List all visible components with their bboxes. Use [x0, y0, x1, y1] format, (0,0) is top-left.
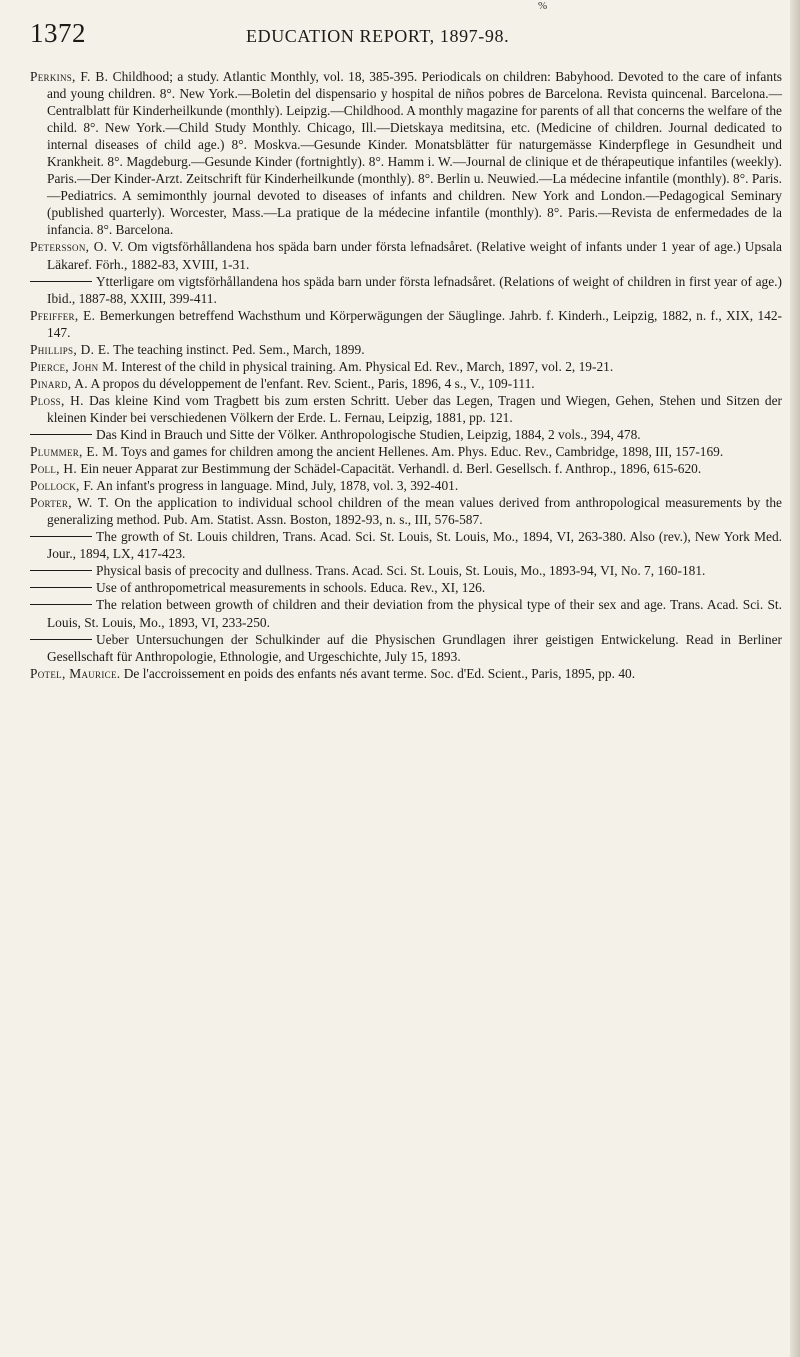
entry-author: Pinard, A.	[30, 375, 88, 391]
bibliography-entry	[30, 494, 782, 528]
entry-text: Ein neuer Apparat zur Bestimmung der Schädel-Capacität. Verhandl. d. Berl. Gesellsch. f. Anthrop., 1896, 615-620.	[77, 461, 702, 477]
bibliography-entry	[30, 477, 782, 494]
entry-text: Physical basis of precocity and dullness. Trans. Acad. Sci. St. Louis, St. Louis, Mo., 1893-94, VI, No. 7, 160-181.	[96, 563, 706, 579]
entry-text: The growth of St. Louis children, Trans. Acad. Sci. St. Louis, St. Louis, Mo., 1894, VI, 263-380. Also (rev.), New York Med. Jour., 1894, LX, 417-423.	[47, 529, 782, 562]
repeat-author-dash	[30, 281, 92, 282]
entry-text: De l'accroissement en poids des enfants nés avant terme. Soc. d'Ed. Scient., Paris, 1895, pp. 40.	[120, 665, 636, 681]
bibliography-entry	[30, 460, 782, 477]
entry-text: Das Kind in Brauch und Sitte der Völker. Anthropologische Studien, Leipzig, 1884, 2 vols., 394, 478.	[96, 426, 641, 442]
bibliography-entry	[30, 528, 782, 562]
repeat-author-dash	[30, 536, 92, 537]
bibliography-entry	[30, 273, 782, 307]
entry-text: Bemerkungen betreffend Wachsthum und Körperwägungen der Säuglinge. Jahrb. f. Kinderh., Leipzig, 1882, n. f., XIX, 142-147.	[47, 307, 783, 340]
bibliography-entry	[30, 443, 782, 460]
entry-text: On the application to individual school children of the mean values derived from anthropological measurements by the generalizing method. Pub. Am. Statist. Assn. Boston, 1892-93, n. s., III, 576-587.	[47, 495, 783, 528]
entry-author: Perkins, F. B.	[30, 69, 109, 84]
entry-author: Petersson, O. V.	[30, 239, 124, 255]
bibliography-entry	[30, 358, 782, 375]
entry-author: Pfeiffer, E.	[30, 307, 96, 323]
entry-author: Pierce, John M.	[30, 358, 118, 374]
bibliography-entry	[30, 579, 782, 596]
bibliography-entry	[30, 562, 782, 579]
entry-text: Use of anthropometrical measurements in schools. Educa. Rev., XI, 126.	[96, 580, 486, 596]
entry-author: Porter, W. T.	[30, 495, 110, 511]
bibliography-entry	[30, 307, 782, 341]
entry-author: Potel, Maurice.	[30, 665, 121, 681]
bibliography-entry	[30, 392, 782, 426]
page-edge	[790, 0, 800, 1357]
entry-text: Interest of the child in physical training. Am. Physical Ed. Rev., March, 1897, vol. 2, 19-21.	[117, 358, 614, 374]
bibliography-entry	[30, 341, 782, 358]
running-head: EDUCATION REPORT, 1897-98.	[246, 26, 510, 46]
bibliography-entry	[30, 238, 782, 272]
page-header	[0, 18, 800, 58]
repeat-author-dash	[30, 587, 92, 588]
bibliography-entry	[30, 375, 782, 392]
entry-text: An infant's progress in language. Mind, July, 1878, vol. 3, 392-401.	[93, 478, 459, 494]
bibliography-list	[30, 68, 782, 682]
entry-text: Ueber Untersuchungen der Schulkinder auf die Physischen Grundlagen ihrer geistigen Entwickelung. Read in Berliner Gesellschaft für Anthropologie, Ethnologie, and Urgeschichte, July 15, 1893.	[47, 631, 782, 664]
bibliography-entry	[30, 631, 782, 665]
bibliography-entry	[30, 426, 782, 443]
entry-text: Das kleine Kind vom Tragbett bis zum ersten Schritt. Ueber das Legen, Tragen und Wiegen, Gehen, Stehen und Sitzen der kleinen Kinder bei verschiedenen Völkern der Erde. L. Fernau, Leipzig, 1881, pp. 121.	[47, 392, 782, 425]
bibliography-entry	[30, 68, 782, 238]
entry-author: Phillips, D. E.	[30, 341, 111, 357]
repeat-author-dash	[30, 434, 92, 435]
entry-text: Om vigtsförhållandena hos späda barn under första lefnadsåret. (Relative weight of infants under 1 year of age.) Upsala Läkaref. Förh., 1882-83, XVIII, 1-31.	[47, 239, 782, 272]
entry-text: The teaching instinct. Ped. Sem., March, 1899.	[110, 341, 365, 357]
entry-author: Plummer, E. M.	[30, 444, 118, 460]
entry-text: Childhood; a study. Atlantic Monthly, vol. 18, 385-395. Periodicals on children: Babyhood. Devoted to the care of infants and young children. 8°. New York.—Boletin del dispensario y hospital de niños pobres de Barcelona. Revista quincenal. Barcelona.—Centralblatt für Kinderheilkunde (monthly). Leipzig.—Childhood. A monthly magazine for parents of all that concerns the welfare of the child. 8°. New York.—Child Study Monthly. Chicago, Ill.—Dietskaya meditsina, etc. (Medicine of children. Journal dedicated to internal diseases of child age.) 8°. Moskva.—Gesunde Kinder. Monatsblätter für naturgemässe Kinderpflege in Gesundheit und Krankheit. 8°. Magdeburg.—Gesunde Kinder (fortnightly). 8°. Hamm i. W.—Journal de clinique et de thérapeutique infantiles (weekly). Paris.—Der Kinder-Arzt. Zeitschrift für Kinderheilkunde (monthly). 8°. Berlin u. Neuwied.—La médecine infantile (monthly). 8°. Paris.—Pediatrics. A semimonthly journal devoted to diseases of infants and children. New York and London.—Pedagogical Seminary (published quarterly). Worcester, Mass.—La pratique de la médecine infantile (monthly). 8°. Paris.—Revista de enfermedades de la infancia. 8°. Barcelona.	[47, 69, 782, 238]
entry-text: A propos du développement de l'enfant. Rev. Scient., Paris, 1896, 4 s., V., 109-111.	[87, 375, 535, 391]
repeat-author-dash	[30, 570, 92, 571]
bibliography-entry	[30, 596, 782, 630]
entry-text: Toys and games for children among the ancient Hellenes. Am. Phys. Educ. Rev., Cambridge, 1898, III, 157-169.	[117, 444, 724, 460]
entry-author: Poll, H.	[30, 461, 78, 477]
page-number: 1372	[30, 18, 86, 48]
print-mark: %	[538, 0, 548, 12]
bibliography-entry	[30, 665, 782, 682]
repeat-author-dash	[30, 639, 92, 640]
repeat-author-dash	[30, 604, 92, 605]
entry-text: The relation between growth of children and their deviation from the physical type of their sex and age. Trans. Acad. Sci. St. Louis, St. Louis, Mo., 1893, VI, 233-250.	[47, 597, 782, 630]
entry-text: Ytterligare om vigtsförhållandena hos späda barn under första lefnadsåret. (Relations of weight of children in first year of age.) Ibid., 1887-88, XXIII, 399-411.	[47, 273, 782, 306]
entry-author: Ploss, H.	[30, 392, 84, 408]
entry-author: Pollock, F.	[30, 478, 94, 494]
